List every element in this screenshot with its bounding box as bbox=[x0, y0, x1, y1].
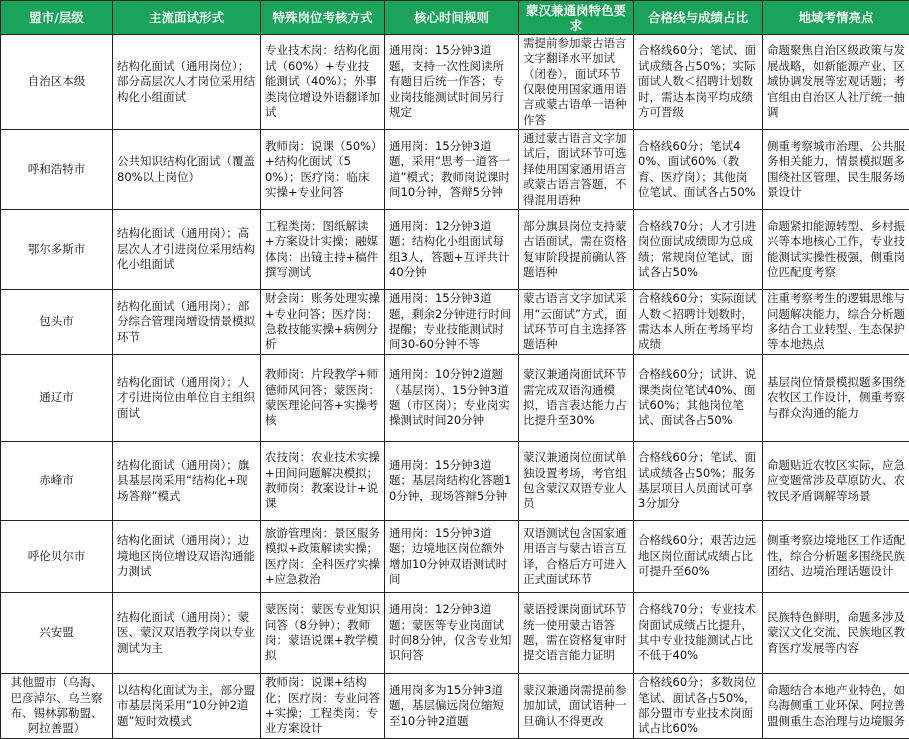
time-rules-cell bbox=[385, 290, 519, 355]
special-assessment-cell-text: 专业技术岗：结构化面试（60%）+专业技能测试（40%）；外事类岗位增设外语翻译加试 bbox=[265, 43, 380, 120]
bilingual-requirement-cell-text: 部分旗县岗位支持蒙古语面试，需在资格复审阶段提前确认答题语种 bbox=[523, 219, 629, 281]
pass-line-cell bbox=[634, 35, 763, 130]
bilingual-requirement-cell bbox=[519, 290, 634, 355]
interview-form-cell bbox=[113, 442, 261, 521]
time-rules-cell bbox=[385, 130, 519, 210]
interview-form-cell-text: 结构化面试（通用岗）；蒙医、蒙汉双语教学岗以专业测试为主 bbox=[117, 610, 256, 656]
interview-form-cell bbox=[113, 593, 261, 674]
header-region: 盟市/层级 bbox=[1, 1, 113, 35]
bilingual-requirement-cell bbox=[519, 210, 634, 290]
header-regional-highlights: 地域考情亮点 bbox=[763, 1, 909, 35]
table-row bbox=[1, 355, 909, 442]
pass-line-cell bbox=[634, 210, 763, 290]
regional-highlight-cell-text: 命题贴近农牧区实际，应急应变题常涉及草原防火、农牧民矛盾调解等场景 bbox=[767, 458, 905, 504]
time-rules-cell-text: 通用岗：15分钟3道题，采用“思考一道答一道”模式；教师岗说课时间10分钟，答辩5分钟 bbox=[389, 139, 514, 201]
table-row bbox=[1, 521, 909, 593]
time-rules-cell-text: 通用岗：12分钟3道题；结构化小组面试每组3人，答题+互评共计40分钟 bbox=[389, 219, 514, 281]
special-assessment-cell-text: 教师岗：片段教学+师德师风问答；蒙医岗：蒙医理论问答+实操考核 bbox=[265, 367, 380, 429]
time-rules-cell bbox=[385, 35, 519, 130]
region-cell-text: 呼和浩特市 bbox=[5, 162, 108, 177]
regional-highlight-cell bbox=[763, 35, 909, 130]
bilingual-requirement-cell-text: 蒙汉兼通岗面试环节需完成双语沟通模拟，语言表达能力占比提升至30% bbox=[523, 367, 629, 429]
table-row bbox=[1, 35, 909, 130]
table-body bbox=[1, 35, 909, 739]
regional-highlight-cell-text: 命题聚焦自治区级政策与发展战略，如新能源产业、区域协调发展等宏观话题；考官组由自治区人社厅统一抽调 bbox=[767, 43, 905, 120]
region-cell bbox=[1, 210, 113, 290]
interview-form-cell bbox=[113, 521, 261, 593]
header-special-assessment: 特殊岗位考核方式 bbox=[261, 1, 385, 35]
pass-line-cell-text: 合格线60分；艰苦边远地区岗位面试成绩占比可提升至60% bbox=[638, 533, 758, 579]
interview-form-cell bbox=[113, 130, 261, 210]
time-rules-cell bbox=[385, 442, 519, 521]
pass-line-cell bbox=[634, 290, 763, 355]
interview-form-cell-text: 结构化面试（通用岗位）；部分高层次人才岗位采用结构化小组面试 bbox=[117, 59, 256, 105]
table-row bbox=[1, 674, 909, 739]
region-cell bbox=[1, 593, 113, 674]
special-assessment-cell bbox=[261, 290, 385, 355]
time-rules-cell bbox=[385, 593, 519, 674]
bilingual-requirement-cell bbox=[519, 35, 634, 130]
header-time-rules: 核心时间规则 bbox=[385, 1, 519, 35]
interview-form-cell-text: 以结构化面试为主，部分盟市基层岗采用“10分钟2道题”短时效模式 bbox=[117, 683, 256, 729]
time-rules-cell-text: 通用岗：15分钟3道题，支持一次性阅读所有题目后统一作答；专业岗技能测试时间另行规定 bbox=[389, 43, 514, 120]
header-bilingual-requirements: 蒙汉兼通岗特色要求 bbox=[519, 1, 634, 35]
bilingual-requirement-cell bbox=[519, 593, 634, 674]
pass-line-cell-text: 合格线60分；试讲、说课类岗位笔试40%、面试60%；其他岗位笔试、面试各占50% bbox=[638, 367, 758, 429]
special-assessment-cell bbox=[261, 355, 385, 442]
bilingual-requirement-cell bbox=[519, 521, 634, 593]
regional-highlight-cell bbox=[763, 355, 909, 442]
time-rules-cell bbox=[385, 674, 519, 739]
time-rules-cell-text: 通用岗：10分钟2道题（基层岗）、15分钟3道题（市区岗）；专业岗实操测试时间20分钟 bbox=[389, 367, 514, 429]
interview-form-cell-text: 公共知识结构化面试（覆盖80%以上岗位） bbox=[117, 154, 256, 185]
pass-line-cell-text: 合格线60分；笔试、面试成绩各占50%；服务基层项目人员面试可享3分加分 bbox=[638, 450, 758, 512]
special-assessment-cell-text: 教师岗：说课+结构化；医疗岗：专业问答+实操；工程类岗：专业方案设计 bbox=[265, 675, 380, 737]
special-assessment-cell bbox=[261, 35, 385, 130]
interview-form-cell bbox=[113, 674, 261, 739]
special-assessment-cell bbox=[261, 593, 385, 674]
interview-form-cell-text: 结构化面试（通用岗）；部分综合管理岗增设情景模拟环节 bbox=[117, 299, 256, 345]
regional-highlight-cell bbox=[763, 130, 909, 210]
interview-form-cell bbox=[113, 290, 261, 355]
time-rules-cell-text: 通用岗：15分钟3道题；基层岗结构化答题10分钟，现场答辩5分钟 bbox=[389, 458, 514, 504]
special-assessment-cell bbox=[261, 674, 385, 739]
region-cell-text: 包头市 bbox=[5, 314, 108, 329]
regional-highlight-cell bbox=[763, 674, 909, 739]
time-rules-cell bbox=[385, 355, 519, 442]
bilingual-requirement-cell-text: 需提前参加蒙古语言文字翻译水平加试（闭卷），面试环节仅限使用国家通用语言或蒙古语单一语种作答 bbox=[523, 36, 629, 128]
bilingual-requirement-cell bbox=[519, 355, 634, 442]
regional-highlight-cell-text: 命题紧扣能源转型、乡村振兴等本地核心工作，专业技能测试实操性极强，侧重岗位匹配度考察 bbox=[767, 219, 905, 281]
time-rules-cell-text: 通用岗多为15分钟3道题，基层偏远岗位缩短至10分钟2道题 bbox=[389, 683, 514, 729]
special-assessment-cell bbox=[261, 442, 385, 521]
pass-line-cell bbox=[634, 674, 763, 739]
special-assessment-cell-text: 蒙医岗：蒙医专业知识问答（8分钟）；教师岗：蒙语说课+教学模拟 bbox=[265, 602, 380, 664]
interview-form-cell-text: 结构化面试（通用岗）；边境地区岗位增设双语沟通能力测试 bbox=[117, 533, 256, 579]
region-cell-text: 其他盟市（乌海、巴彦淖尔、乌兰察布、锡林郭勒盟、阿拉善盟） bbox=[5, 675, 108, 737]
header-pass-line: 合格线与成绩占比 bbox=[634, 1, 763, 35]
bilingual-requirement-cell bbox=[519, 130, 634, 210]
region-cell bbox=[1, 290, 113, 355]
regional-highlight-cell-text: 民族特色鲜明，命题多涉及蒙汉文化交流、民族地区教育医疗发展等内容 bbox=[767, 610, 905, 656]
regional-highlight-cell bbox=[763, 290, 909, 355]
header-interview-form: 主流面试形式 bbox=[113, 1, 261, 35]
special-assessment-cell-text: 教师岗：说课（50%）+结构化面试（50%）；医疗岗：临床实操+专业问答 bbox=[265, 139, 380, 201]
table-row bbox=[1, 130, 909, 210]
regional-highlight-cell bbox=[763, 521, 909, 593]
bilingual-requirement-cell-text: 双语测试包含国家通用语言与蒙古语言互译，合格后方可进入正式面试环节 bbox=[523, 526, 629, 588]
pass-line-cell-text: 合格线70分；人才引进岗位面试成绩即为总成绩；常规岗位笔试、面试各占50% bbox=[638, 219, 758, 281]
region-cell bbox=[1, 130, 113, 210]
table-row bbox=[1, 210, 909, 290]
regional-highlight-cell-text: 侧重考察城市治理、公共服务相关能力，情景模拟题多围绕社区管理、民生服务场景设计 bbox=[767, 139, 905, 201]
region-cell-text: 呼伦贝尔市 bbox=[5, 549, 108, 564]
region-cell-text: 兴安盟 bbox=[5, 625, 108, 640]
pass-line-cell bbox=[634, 355, 763, 442]
time-rules-cell-text: 通用岗：15分钟3道题；边境地区岗位额外增加10分钟双语测试时间 bbox=[389, 526, 514, 588]
pass-line-cell bbox=[634, 130, 763, 210]
pass-line-cell bbox=[634, 442, 763, 521]
time-rules-cell-text: 通用岗：12分钟3道题；蒙医等专业岗面试时间8分钟，仅含专业知识问答 bbox=[389, 602, 514, 664]
special-assessment-cell bbox=[261, 210, 385, 290]
region-cell-text: 自治区本级 bbox=[5, 74, 108, 89]
bilingual-requirement-cell-text: 蒙汉兼通岗位面试单独设置考场，考官组包含蒙汉双语专业人员 bbox=[523, 450, 629, 512]
time-rules-cell bbox=[385, 210, 519, 290]
pass-line-cell-text: 合格线70分；专业技术岗面试成绩占比提升，其中专业技能测试占比不低于40% bbox=[638, 602, 758, 664]
regional-highlight-cell-text: 基层岗位情景模拟题多围绕农牧区工作设计，侧重考察与群众沟通的能力 bbox=[767, 375, 905, 421]
regional-highlight-cell bbox=[763, 210, 909, 290]
time-rules-cell bbox=[385, 521, 519, 593]
bilingual-requirement-cell-text: 蒙语授课岗面试环节统一使用蒙古语答题，需在资格复审时提交语言能力证明 bbox=[523, 602, 629, 664]
region-cell bbox=[1, 35, 113, 130]
table-row bbox=[1, 290, 909, 355]
regional-highlight-cell-text: 侧重考察边境地区工作适配性，综合分析题多围绕民族团结、边境治理话题设计 bbox=[767, 533, 905, 579]
pass-line-cell bbox=[634, 593, 763, 674]
bilingual-requirement-cell-text: 蒙汉兼通岗需提前参加加试，面试语种一旦确认不得更改 bbox=[523, 683, 629, 729]
region-cell bbox=[1, 442, 113, 521]
region-cell bbox=[1, 521, 113, 593]
pass-line-cell-text: 合格线60分；实际面试人数＜招聘计划数时，需达本人所在考场平均成绩 bbox=[638, 291, 758, 353]
region-cell-text: 鄂尔多斯市 bbox=[5, 242, 108, 257]
interview-form-cell-text: 结构化面试（通用岗）；旗县基层岗采用“结构化+现场答辩”模式 bbox=[117, 458, 256, 504]
interview-form-cell bbox=[113, 210, 261, 290]
bilingual-requirement-cell bbox=[519, 674, 634, 739]
table-row bbox=[1, 593, 909, 674]
pass-line-cell-text: 合格线60分；笔试、面试成绩各占50%；实际面试人数＜招聘计划数时，需达本岗平均成绩方可晋级 bbox=[638, 43, 758, 120]
special-assessment-cell bbox=[261, 130, 385, 210]
table-header-row bbox=[1, 1, 909, 35]
interview-form-cell bbox=[113, 355, 261, 442]
regional-highlight-cell bbox=[763, 442, 909, 521]
region-cell-text: 赤峰市 bbox=[5, 473, 108, 488]
region-cell-text: 通辽市 bbox=[5, 390, 108, 405]
table-row bbox=[1, 442, 909, 521]
special-assessment-cell-text: 旅游管理岗：景区服务模拟+政策解读实操；医疗岗：全科医疗实操+应急救治 bbox=[265, 526, 380, 588]
interview-form-cell-text: 结构化面试（通用岗）；高层次人才引进岗位采用结构化小组面试 bbox=[117, 226, 256, 272]
bilingual-requirement-cell-text: 蒙古语言文字加试采用“云面试”方式，面试环节可自主选择答题语种 bbox=[523, 291, 629, 353]
region-cell bbox=[1, 355, 113, 442]
time-rules-cell-text: 通用岗：15分钟3道题，剩余2分钟进行时间提醒；专业技能测试时间30-60分钟不等 bbox=[389, 291, 514, 353]
special-assessment-cell bbox=[261, 521, 385, 593]
regional-highlight-cell-text: 命题结合本地产业特色，如乌海侧重工业环保、阿拉善盟侧重生态治理与边境服务 bbox=[767, 683, 905, 729]
interview-form-cell bbox=[113, 35, 261, 130]
bilingual-requirement-cell bbox=[519, 442, 634, 521]
pass-line-cell-text: 合格线60分；多数岗位笔试、面试各占50%，部分盟市专业技术岗面试占比60% bbox=[638, 675, 758, 737]
pass-line-cell bbox=[634, 521, 763, 593]
special-assessment-cell-text: 工程类岗：图纸解读+方案设计实操；融媒体岗：出镜主持+稿件撰写测试 bbox=[265, 219, 380, 281]
region-cell bbox=[1, 674, 113, 739]
regional-highlight-cell bbox=[763, 593, 909, 674]
regional-highlight-cell-text: 注重考察考生的逻辑思维与问题解决能力，综合分析题多结合工业转型、生态保护等本地热点 bbox=[767, 291, 905, 353]
pass-line-cell-text: 合格线60分；笔试40%、面试60%（教育、医疗岗）；其他岗位笔试、面试各占50% bbox=[638, 139, 758, 201]
special-assessment-cell-text: 财会岗：账务处理实操+专业问答；医疗岗：急救技能实操+病例分析 bbox=[265, 291, 380, 353]
bilingual-requirement-cell-text: 通过蒙古语言文字加试后，面试环节可选择使用国家通用语言或蒙古语言答题，不得混用语种 bbox=[523, 131, 629, 208]
special-assessment-cell-text: 农技岗：农业技术实操+田间问题解决模拟；教师岗：教案设计+说课 bbox=[265, 450, 380, 512]
interview-form-cell-text: 结构化面试（通用岗）；人才引进岗位由单位自主组织面试 bbox=[117, 375, 256, 421]
